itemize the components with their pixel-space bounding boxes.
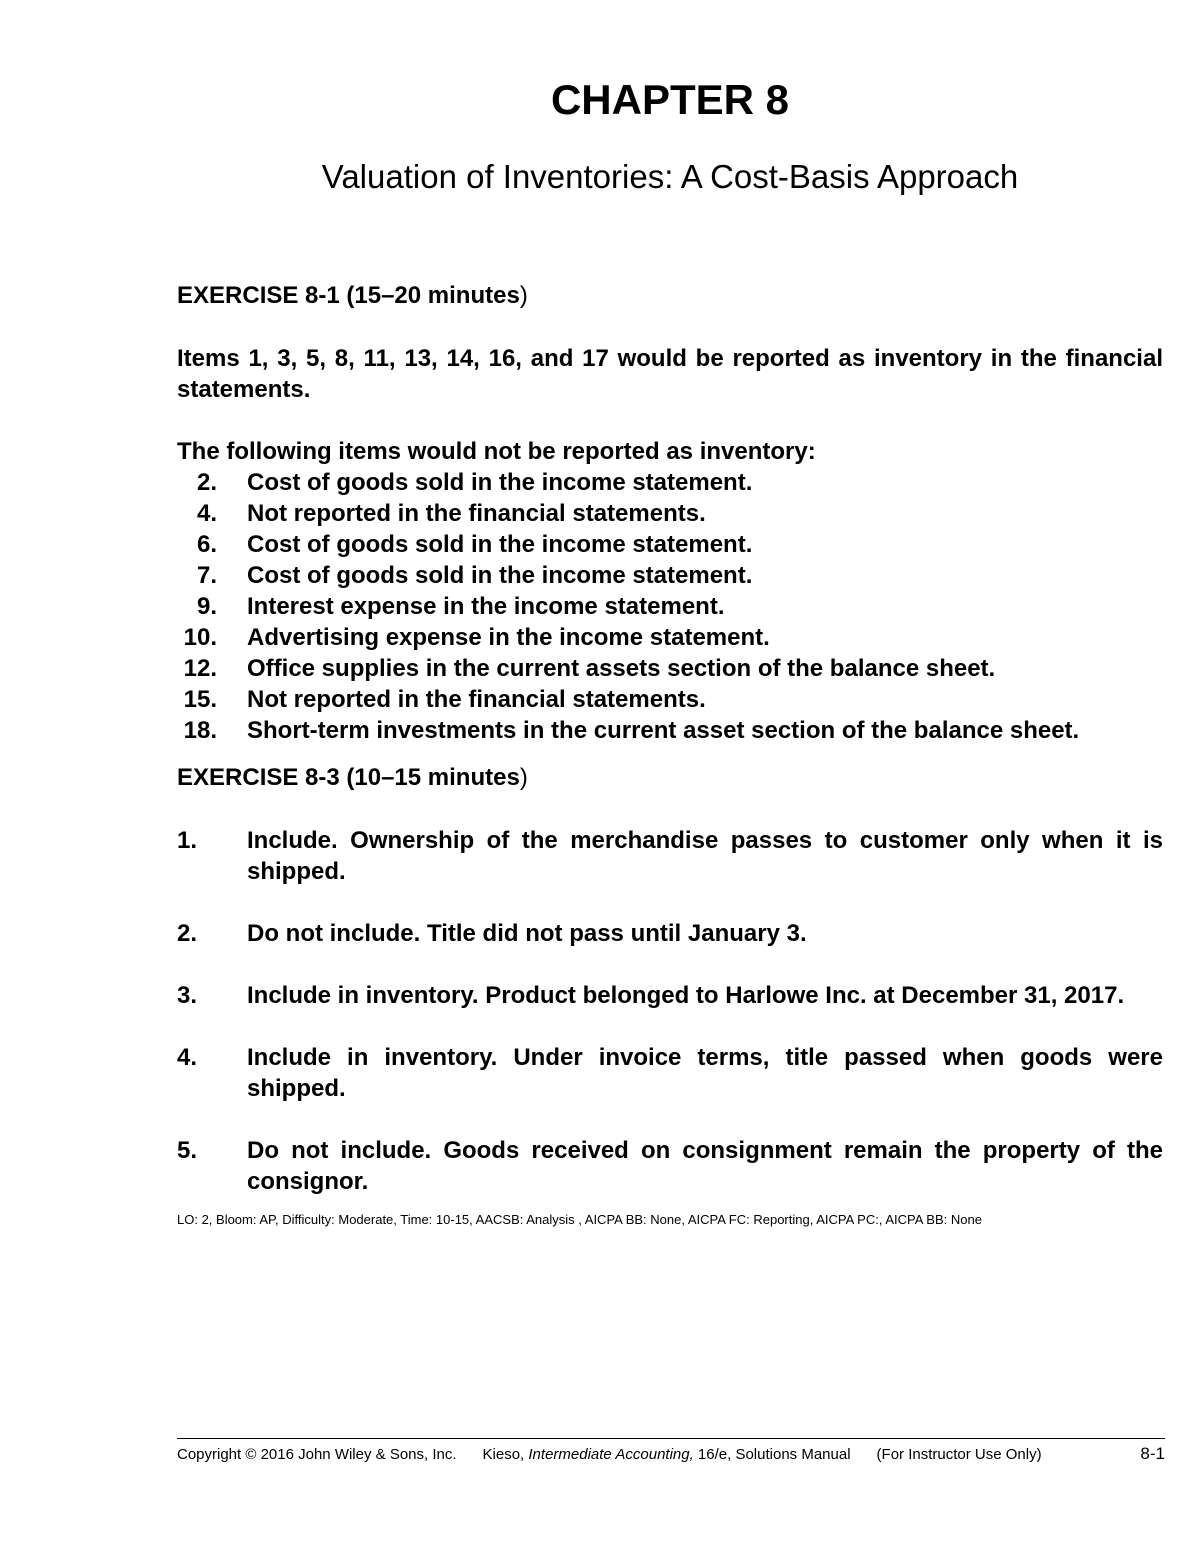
list-item <box>177 715 1163 746</box>
list-item-text: Cost of goods sold in the income statement. <box>247 562 753 589</box>
list-item-number: 18. <box>183 717 217 744</box>
list-item-number: 10. <box>183 624 217 651</box>
list-item <box>177 591 1163 622</box>
list-item-text: Not reported in the financial statements. <box>247 686 706 713</box>
list-item-number: 6. <box>196 531 217 558</box>
list-item-number: 3. <box>177 982 198 1009</box>
footer-book-edition: 16/e, <box>693 1446 732 1463</box>
exercise-8-1-list <box>177 467 1163 746</box>
list-item <box>177 529 1163 560</box>
main-content <box>177 280 1163 1229</box>
exercise-8-1-heading-close: ) <box>519 282 528 309</box>
list-item-text: Short-term investments in the current asset section of the balance sheet. <box>247 717 1080 744</box>
list-item-number: 2. <box>196 469 217 496</box>
exercise-8-3-list <box>177 825 1163 1197</box>
list-item <box>177 467 1163 498</box>
list-item-number: 2. <box>177 920 198 947</box>
list-item-number: 4. <box>196 500 217 527</box>
exercise-8-1-heading-text: EXERCISE 8-1 (15–20 minutes <box>177 282 520 309</box>
exercise-8-1-intro: Items 1, 3, 5, 8, 11, 13, 14, 16, and 17 would be reported as inventory in the financial statements. <box>177 345 1163 403</box>
footer-book-author: Kieso, <box>482 1446 529 1463</box>
list-item-number: 15. <box>183 686 217 713</box>
exercise-8-3-heading-text: EXERCISE 8-3 (10–15 minutes <box>177 764 520 791</box>
list-item-number: 12. <box>183 655 217 682</box>
list-item <box>177 825 1163 887</box>
exercise-8-3-heading-close: ) <box>519 764 528 791</box>
exercise-8-1-lead: The following items would not be reported as inventory: <box>177 438 816 465</box>
list-item <box>177 560 1163 591</box>
list-item-text: Office supplies in the current assets section of the balance sheet. <box>247 655 996 682</box>
list-item-text: Interest expense in the income statement. <box>247 593 725 620</box>
list-item-text: Include in inventory. Product belonged to Harlowe Inc. at December 31, 2017. <box>247 982 1125 1009</box>
list-item-number: 9. <box>196 593 217 620</box>
list-item-text: Advertising expense in the income statement. <box>247 624 770 651</box>
footer-rule <box>177 1438 1165 1439</box>
page-footer <box>177 1444 1165 1465</box>
learning-objective-line: LO: 2, Bloom: AP, Difficulty: Moderate, Time: 10-15, AACSB: Analysis , AICPA BB: None, AICPA FC: Reporting, AICPA PC:, AICPA BB: None <box>177 1212 982 1227</box>
footer-book-citation <box>483 1445 851 1465</box>
chapter-subtitle: Valuation of Inventories: A Cost-Basis Approach <box>321 158 1019 195</box>
list-item-number: 4. <box>177 1044 198 1071</box>
list-item <box>177 653 1163 684</box>
list-item-text: Cost of goods sold in the income statement. <box>247 531 753 558</box>
list-item-text: Do not include. Goods received on consignment remain the property of the consignor. <box>247 1137 1163 1195</box>
list-item <box>177 918 1163 949</box>
footer-page-number: 8-1 <box>1140 1444 1165 1463</box>
list-item <box>177 980 1163 1011</box>
list-item-text: Cost of goods sold in the income statement. <box>247 469 753 496</box>
list-item-number: 1. <box>177 827 198 854</box>
list-item-text: Include in inventory. Under invoice terms, title passed when goods were shipped. <box>247 1044 1163 1102</box>
list-item <box>177 1042 1163 1104</box>
list-item <box>177 622 1163 653</box>
footer-book-title: Intermediate Accounting, <box>528 1446 694 1463</box>
list-item <box>177 1135 1163 1197</box>
list-item-number: 7. <box>196 562 217 589</box>
list-item-text: Not reported in the financial statements. <box>247 500 706 527</box>
exercise-8-3-heading <box>177 762 1163 793</box>
list-item <box>177 498 1163 529</box>
exercise-8-1-heading <box>177 280 1163 311</box>
list-item-text: Do not include. Title did not pass until January 3. <box>247 920 807 947</box>
list-item <box>177 684 1163 715</box>
list-item-text: Include. Ownership of the merchandise passes to customer only when it is shipped. <box>247 827 1163 885</box>
footer-restriction: (For Instructor Use Only) <box>876 1446 1042 1463</box>
list-item-number: 5. <box>177 1137 198 1164</box>
footer-copyright: Copyright © 2016 John Wiley & Sons, Inc. <box>177 1446 457 1463</box>
chapter-title: CHAPTER 8 <box>550 76 790 123</box>
footer-book-rest: Solutions Manual <box>731 1446 851 1463</box>
